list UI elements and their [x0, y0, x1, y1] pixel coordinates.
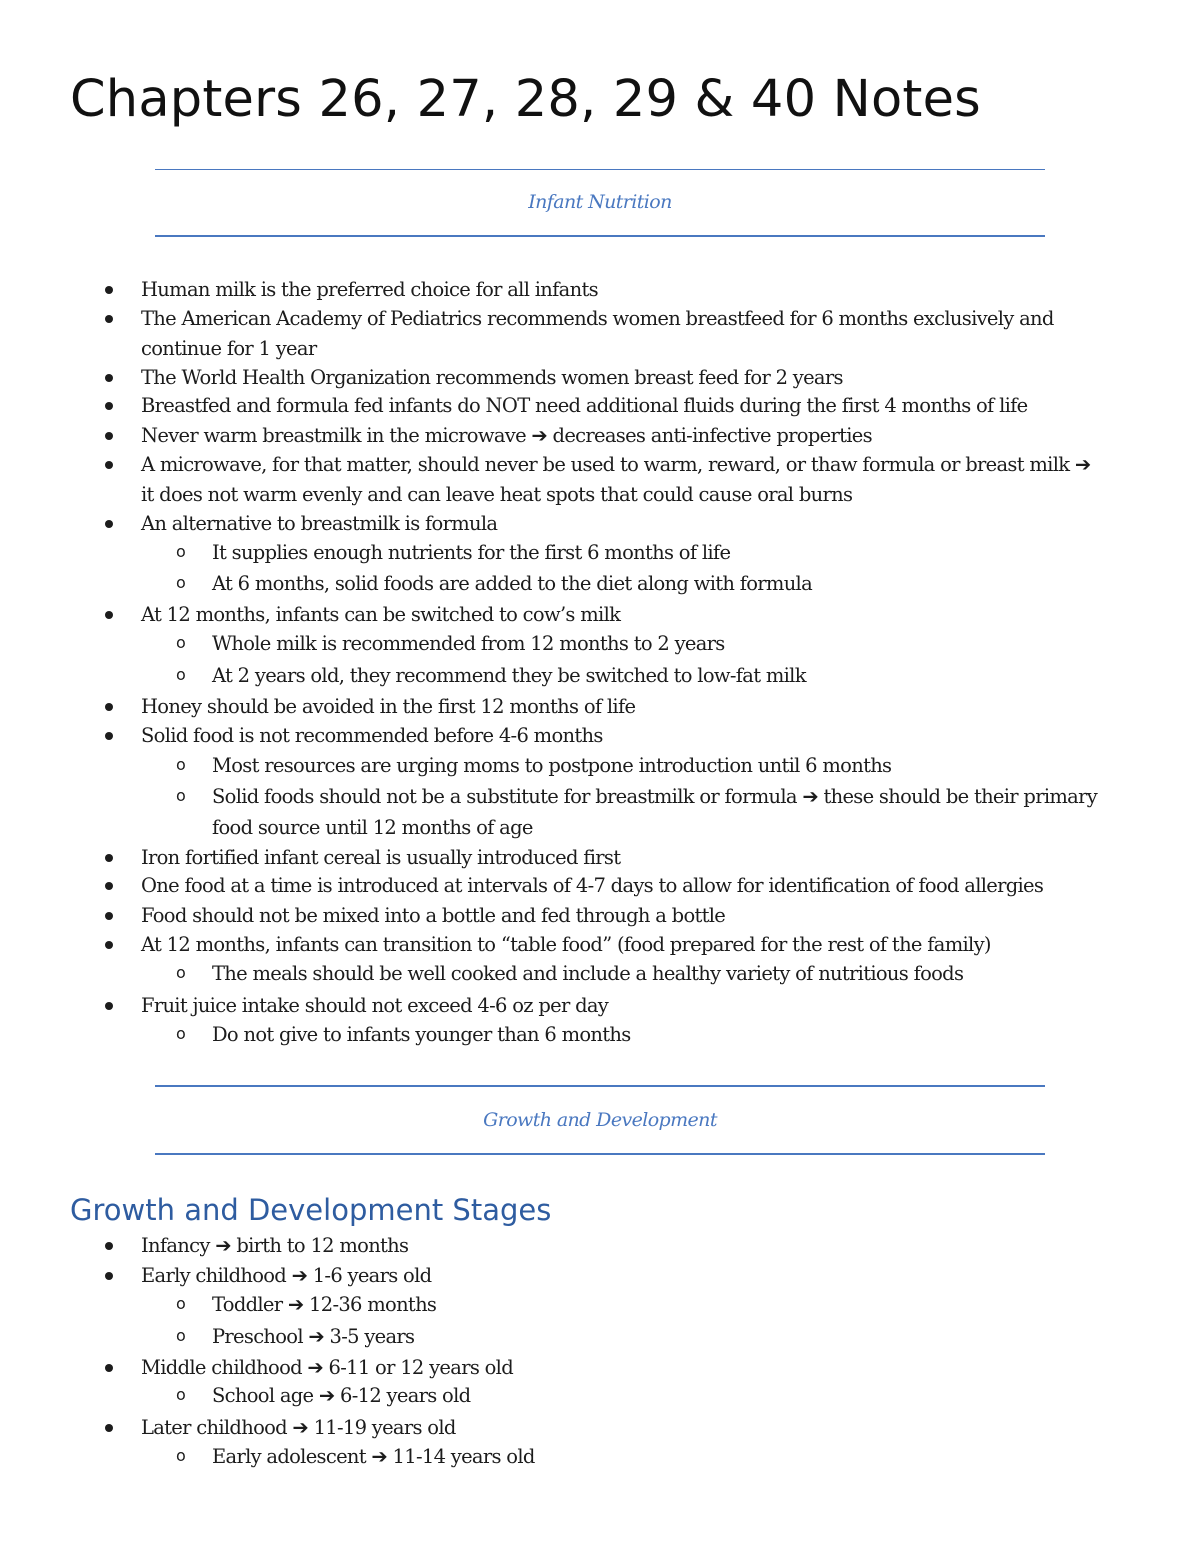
bullet-icon [105, 432, 113, 440]
stages-heading: Growth and Development Stages [70, 1193, 552, 1227]
sub-bullet-icon: o [176, 963, 186, 982]
list-item: At 12 months, infants can be switched to cow’s milk [141, 603, 621, 626]
bullet-icon [105, 912, 113, 920]
sub-list-item: School age ➔ 6-12 years old [212, 1384, 471, 1407]
sub-bullet-icon: o [176, 1446, 186, 1465]
list-item-continuation: it does not warm evenly and can leave heat spots that could cause oral burns [141, 483, 853, 506]
sub-list-item: The meals should be well cooked and include a healthy variety of nutritious foods [212, 962, 964, 985]
sub-list-item: Early adolescent ➔ 11-14 years old [212, 1445, 535, 1468]
sub-bullet-icon: o [176, 1326, 186, 1345]
sub-bullet-icon: o [176, 786, 186, 805]
list-item: Solid food is not recommended before 4-6 months [141, 724, 603, 747]
sub-list-item: At 6 months, solid foods are added to the diet along with formula [212, 572, 813, 595]
sub-bullet-icon: o [176, 1024, 186, 1043]
sub-list-item: At 2 years old, they recommend they be switched to low-fat milk [212, 664, 806, 687]
sub-bullet-icon: o [176, 665, 186, 684]
list-item: The American Academy of Pediatrics recommends women breastfeed for 6 months exclusively and [141, 307, 1054, 330]
sub-list-item: Whole milk is recommended from 12 months to 2 years [212, 632, 725, 655]
sub-list-item: Most resources are urging moms to postpone introduction until 6 months [212, 754, 892, 777]
bullet-icon [105, 1364, 113, 1372]
list-item: Later childhood ➔ 11-19 years old [141, 1416, 456, 1439]
list-item: Early childhood ➔ 1-6 years old [141, 1264, 432, 1287]
sub-list-item: Preschool ➔ 3-5 years [212, 1325, 415, 1348]
list-item: Human milk is the preferred choice for all infants [141, 278, 598, 301]
list-item: Food should not be mixed into a bottle and fed through a bottle [141, 904, 726, 927]
section-title-growth-development: Growth and Development [483, 1109, 717, 1131]
bullet-icon [105, 703, 113, 711]
bullet-icon [105, 1002, 113, 1010]
bullet-icon [105, 1272, 113, 1280]
sub-list-item-continuation: food source until 12 months of age [212, 816, 533, 839]
sub-bullet-icon: o [176, 633, 186, 652]
bullet-icon [105, 732, 113, 740]
sub-list-item: Do not give to infants younger than 6 months [212, 1023, 631, 1046]
list-item: Iron fortified infant cereal is usually introduced first [141, 846, 621, 869]
list-item: Fruit juice intake should not exceed 4-6 oz per day [141, 994, 609, 1017]
bullet-icon [105, 374, 113, 382]
sub-bullet-icon: o [176, 573, 186, 592]
bullet-icon [105, 1424, 113, 1432]
list-item: An alternative to breastmilk is formula [141, 512, 498, 535]
bullet-icon [105, 882, 113, 890]
section-band-growth-development [155, 1085, 1045, 1157]
list-item: Never warm breastmilk in the microwave ➔ decreases anti-infective properties [141, 424, 872, 447]
list-item: Infancy ➔ birth to 12 months [141, 1234, 409, 1257]
list-item: A microwave, for that matter, should never be used to warm, reward, or thaw formula or breast milk ➔ [141, 453, 1091, 476]
sub-list-item: Solid foods should not be a substitute for breastmilk or formula ➔ these should be their primary [212, 785, 1098, 808]
bullet-icon [105, 402, 113, 410]
list-item: Middle childhood ➔ 6-11 or 12 years old [141, 1356, 513, 1379]
list-item: Honey should be avoided in the first 12 months of life [141, 695, 636, 718]
section-title-infant-nutrition: Infant Nutrition [528, 191, 672, 213]
list-item: The World Health Organization recommends women breast feed for 2 years [141, 366, 843, 389]
section-band-infant-nutrition [155, 169, 1045, 239]
bullet-icon [105, 854, 113, 862]
list-item: Breastfed and formula fed infants do NOT need additional fluids during the first 4 months of life [141, 394, 1028, 417]
bullet-icon [105, 286, 113, 294]
sub-bullet-icon: o [176, 755, 186, 774]
bullet-icon [105, 1242, 113, 1250]
list-item: One food at a time is introduced at intervals of 4-7 days to allow for identification of food allergies [141, 874, 1044, 897]
sub-bullet-icon: o [176, 1294, 186, 1313]
sub-list-item: It supplies enough nutrients for the first 6 months of life [212, 541, 731, 564]
bullet-icon [105, 315, 113, 323]
sub-list-item: Toddler ➔ 12-36 months [212, 1293, 437, 1316]
sub-bullet-icon: o [176, 542, 186, 561]
bullet-icon [105, 941, 113, 949]
bullet-icon [105, 461, 113, 469]
sub-bullet-icon: o [176, 1385, 186, 1404]
bullet-icon [105, 520, 113, 528]
document-title: Chapters 26, 27, 28, 29 & 40 Notes [70, 70, 981, 129]
bullet-icon [105, 611, 113, 619]
section-rule-top [155, 169, 1045, 170]
list-item-continuation: continue for 1 year [141, 337, 317, 360]
list-item: At 12 months, infants can transition to “table food” (food prepared for the rest of the family) [141, 933, 991, 956]
section-rule-top [155, 1085, 1045, 1087]
section-rule-bottom [155, 235, 1045, 237]
section-rule-bottom [155, 1153, 1045, 1155]
